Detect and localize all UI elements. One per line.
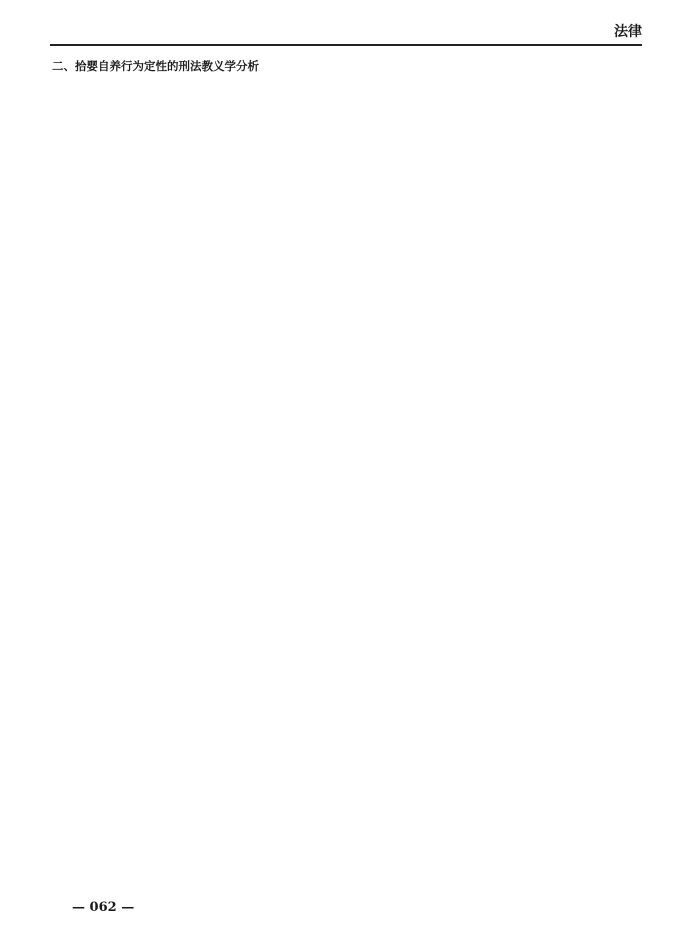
right-column xyxy=(362,58,648,878)
section-label: 法律 xyxy=(614,24,642,40)
left-column xyxy=(52,58,335,878)
section-heading: 二、拾婴自养行为定性的刑法教义学分析 xyxy=(52,59,259,73)
page-number: — 062 — xyxy=(72,900,135,915)
running-header xyxy=(50,22,642,46)
